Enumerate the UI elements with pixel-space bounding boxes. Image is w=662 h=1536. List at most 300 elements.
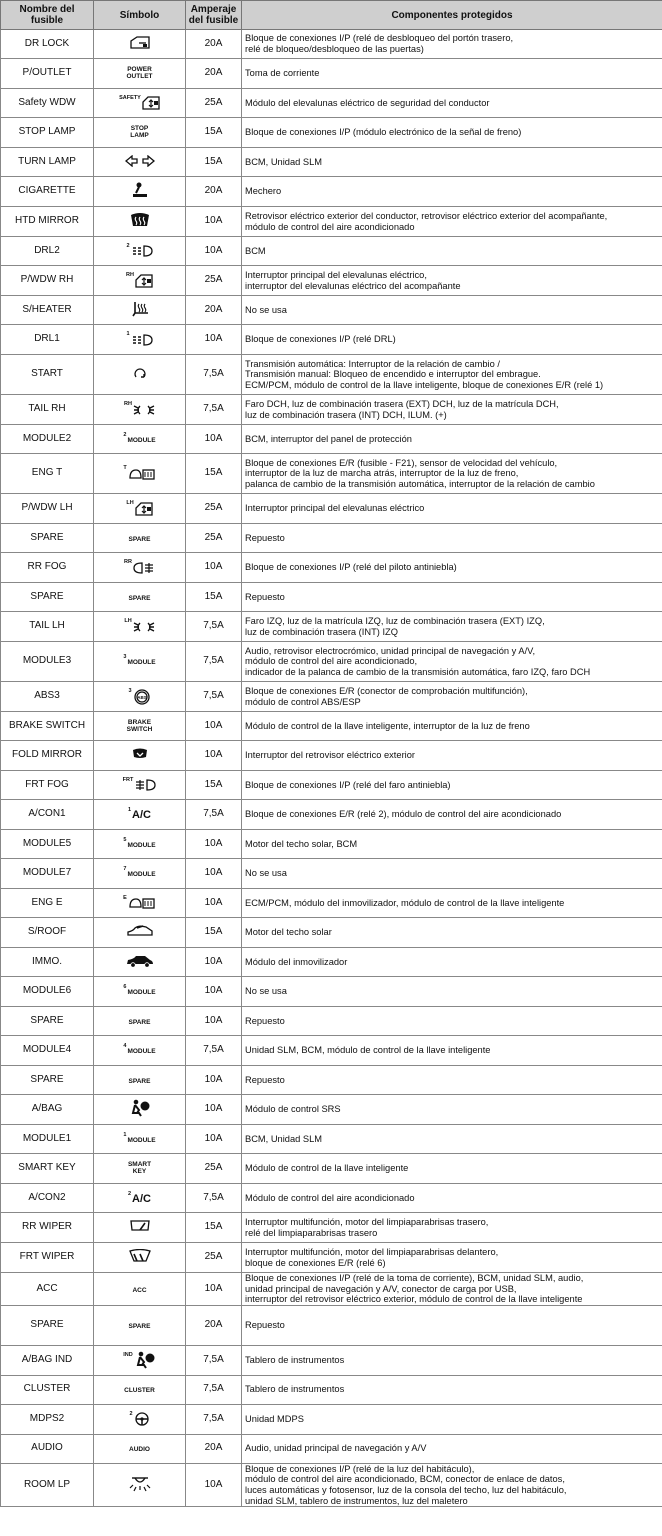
airbag-icon bbox=[129, 1099, 151, 1117]
symbol-label: STOP LAMP bbox=[130, 125, 149, 140]
fuse-name: MODULE1 bbox=[1, 1125, 94, 1154]
power-window-icon bbox=[135, 502, 153, 516]
fuse-symbol bbox=[94, 612, 186, 642]
fuse-amperage: 20A bbox=[186, 30, 242, 59]
fuse-components: No se usa bbox=[242, 859, 662, 889]
table-row bbox=[1, 741, 662, 771]
fuse-components: Interruptor multifunción, motor del limpiaparabrisas trasero, relé del limpiaparabrisas trasero bbox=[242, 1213, 662, 1243]
fuse-symbol bbox=[94, 583, 186, 612]
fuse-symbol bbox=[94, 1375, 186, 1404]
table-row bbox=[1, 1095, 662, 1125]
fuse-components: ECM/PCM, módulo del inmovilizador, módulo de control de la llave inteligente bbox=[242, 889, 662, 918]
table-row bbox=[1, 553, 662, 583]
fuse-amperage: 10A bbox=[186, 1273, 242, 1306]
fuse-components: Bloque de conexiones E/R (fusible - F21), sensor de velocidad del vehículo, interruptor de la luz de marcha atrás, interruptor de la luz de freno, palanca de cambio de la transmisión automática, interruptor de la relación de cambio bbox=[242, 454, 662, 494]
symbol-prefix: E bbox=[123, 894, 127, 901]
fuse-name: ENG T bbox=[1, 454, 94, 494]
fuse-components: Repuesto bbox=[242, 524, 662, 553]
fuse-name: DRL1 bbox=[1, 325, 94, 355]
fuse-amperage: 10A bbox=[186, 859, 242, 889]
fuse-components: Faro IZQ, luz de la matrícula IZQ, luz de combinación trasera (EXT) IZQ, luz de combinación trasera (INT) IZQ bbox=[242, 612, 662, 642]
fuse-symbol bbox=[94, 1007, 186, 1036]
symbol-prefix: RH bbox=[124, 401, 132, 408]
fuse-amperage: 25A bbox=[186, 1154, 242, 1184]
fuse-name: P/OUTLET bbox=[1, 59, 94, 89]
fuse-components: Repuesto bbox=[242, 1305, 662, 1345]
table-row bbox=[1, 612, 662, 642]
fuse-amperage: 25A bbox=[186, 524, 242, 553]
fuse-symbol bbox=[94, 1305, 186, 1345]
fuse-name: SPARE bbox=[1, 1066, 94, 1095]
fuse-components: Módulo del elevalunas eléctrico de seguridad del conductor bbox=[242, 89, 662, 118]
fuse-components: Tablero de instrumentos bbox=[242, 1375, 662, 1404]
fuse-components: BCM, Unidad SLM bbox=[242, 1125, 662, 1154]
fuse-amperage: 7,5A bbox=[186, 642, 242, 682]
fuse-components: Interruptor principal del elevalunas eléctrico bbox=[242, 494, 662, 524]
fuse-components: No se usa bbox=[242, 296, 662, 325]
fuse-components: Repuesto bbox=[242, 1007, 662, 1036]
fuse-name: S/ROOF bbox=[1, 918, 94, 948]
fuse-components: Audio, unidad principal de navegación y A/V bbox=[242, 1434, 662, 1463]
immobilizer-car-icon bbox=[126, 954, 154, 968]
fuse-symbol bbox=[94, 771, 186, 800]
fuse-amperage: 7,5A bbox=[186, 1345, 242, 1375]
fuse-components: BCM bbox=[242, 237, 662, 266]
room-lamp-icon bbox=[128, 1476, 152, 1492]
fuse-amperage: 20A bbox=[186, 1305, 242, 1345]
fuse-symbol bbox=[94, 712, 186, 741]
fuse-amperage: 10A bbox=[186, 207, 242, 237]
fuse-name: IMMO. bbox=[1, 948, 94, 977]
fuse-components: Bloque de conexiones E/R (conector de comprobación multifunción), módulo de control ABS/ESP bbox=[242, 682, 662, 712]
fuse-name: A/CON1 bbox=[1, 800, 94, 830]
fuse-components: Repuesto bbox=[242, 583, 662, 612]
fuse-symbol bbox=[94, 148, 186, 177]
front-wiper-icon bbox=[129, 1249, 151, 1263]
fuse-symbol bbox=[94, 682, 186, 712]
fuse-name: RR FOG bbox=[1, 553, 94, 583]
symbol-prefix: T bbox=[123, 465, 127, 472]
fuse-name: P/WDW RH bbox=[1, 266, 94, 296]
fuse-name: MODULE4 bbox=[1, 1036, 94, 1066]
fuse-amperage: 20A bbox=[186, 296, 242, 325]
fuse-name: CIGARETTE bbox=[1, 177, 94, 207]
module-label: MODULE bbox=[127, 1136, 156, 1144]
fuse-symbol bbox=[94, 524, 186, 553]
fuse-components: Bloque de conexiones I/P (relé del piloto antiniebla) bbox=[242, 553, 662, 583]
fuse-components: Motor del techo solar, BCM bbox=[242, 830, 662, 859]
fuse-symbol bbox=[94, 59, 186, 89]
fuse-components: Bloque de conexiones I/P (relé de desbloqueo del portón trasero, relé de bloqueo/desbloqueo de las puertas) bbox=[242, 30, 662, 59]
table-row bbox=[1, 266, 662, 296]
header-symbol: Símbolo bbox=[94, 1, 186, 30]
fuse-amperage: 10A bbox=[186, 1095, 242, 1125]
table-row bbox=[1, 1243, 662, 1273]
fuse-name: SPARE bbox=[1, 583, 94, 612]
fuse-name: MODULE2 bbox=[1, 425, 94, 454]
fuse-name: CLUSTER bbox=[1, 1375, 94, 1404]
fuse-amperage: 15A bbox=[186, 583, 242, 612]
symbol-label: SMART KEY bbox=[127, 1161, 152, 1176]
fuse-name: S/HEATER bbox=[1, 296, 94, 325]
fuse-components: Bloque de conexiones I/P (módulo electrónico de la señal de freno) bbox=[242, 118, 662, 148]
symbol-prefix: 3 bbox=[128, 688, 132, 695]
fuse-symbol bbox=[94, 30, 186, 59]
table-row bbox=[1, 1463, 662, 1506]
fuse-components: Motor del techo solar bbox=[242, 918, 662, 948]
fuse-name: START bbox=[1, 355, 94, 395]
fuse-amperage: 7,5A bbox=[186, 682, 242, 712]
table-row bbox=[1, 918, 662, 948]
fuse-components: No se usa bbox=[242, 977, 662, 1007]
table-row bbox=[1, 859, 662, 889]
turn-signal-icon bbox=[125, 155, 155, 167]
fuse-components: Interruptor multifunción, motor del limpiaparabrisas delantero, bloque de conexiones E/R (relé 6) bbox=[242, 1243, 662, 1273]
table-row bbox=[1, 642, 662, 682]
fuse-amperage: 7,5A bbox=[186, 800, 242, 830]
fuse-symbol bbox=[94, 1273, 186, 1306]
symbol-prefix: 1 bbox=[126, 331, 130, 338]
fuse-symbol bbox=[94, 889, 186, 918]
table-row bbox=[1, 1404, 662, 1434]
fuse-symbol bbox=[94, 1463, 186, 1506]
table-row bbox=[1, 30, 662, 59]
ac-label: A/C bbox=[132, 1192, 151, 1205]
fuse-name: ENG E bbox=[1, 889, 94, 918]
fuse-name: TURN LAMP bbox=[1, 148, 94, 177]
fuse-components: Bloque de conexiones I/P (relé del faro antiniebla) bbox=[242, 771, 662, 800]
fuse-name: SPARE bbox=[1, 1305, 94, 1345]
fuse-symbol bbox=[94, 207, 186, 237]
fuse-amperage: 10A bbox=[186, 712, 242, 741]
table-row bbox=[1, 1125, 662, 1154]
table-row bbox=[1, 1345, 662, 1375]
fuse-amperage: 15A bbox=[186, 148, 242, 177]
fuse-components: Tablero de instrumentos bbox=[242, 1345, 662, 1375]
fuse-components: Módulo de control del aire acondicionado bbox=[242, 1184, 662, 1213]
table-row bbox=[1, 207, 662, 237]
rear-fog-icon bbox=[133, 561, 155, 575]
symbol-prefix: LH bbox=[126, 500, 134, 507]
fuse-symbol bbox=[94, 454, 186, 494]
engine-icon bbox=[128, 467, 156, 481]
table-row bbox=[1, 948, 662, 977]
fuse-name: TAIL LH bbox=[1, 612, 94, 642]
table-row bbox=[1, 494, 662, 524]
table-header-row bbox=[1, 1, 662, 30]
tail-lamp-icon bbox=[133, 620, 155, 634]
table-row bbox=[1, 118, 662, 148]
table-row bbox=[1, 682, 662, 712]
fuse-components: Bloque de conexiones I/P (relé DRL) bbox=[242, 325, 662, 355]
sunroof-icon bbox=[127, 924, 153, 938]
power-window-icon bbox=[135, 274, 153, 288]
fuse-name: HTD MIRROR bbox=[1, 207, 94, 237]
symbol-label: SPARE bbox=[128, 1018, 151, 1026]
fuse-amperage: 7,5A bbox=[186, 395, 242, 425]
cigarette-lighter-icon bbox=[131, 181, 149, 199]
fuse-name: DR LOCK bbox=[1, 30, 94, 59]
module-label: MODULE bbox=[127, 436, 156, 444]
fuse-name: MODULE7 bbox=[1, 859, 94, 889]
table-row bbox=[1, 1273, 662, 1306]
fuse-symbol bbox=[94, 1434, 186, 1463]
fuse-amperage: 20A bbox=[186, 59, 242, 89]
fuse-amperage: 15A bbox=[186, 918, 242, 948]
fuse-components: Interruptor del retrovisor eléctrico exterior bbox=[242, 741, 662, 771]
fuse-components: Retrovisor eléctrico exterior del conductor, retrovisor eléctrico exterior del acompañante, módulo de control del aire acondicionado bbox=[242, 207, 662, 237]
fuse-amperage: 10A bbox=[186, 325, 242, 355]
fuse-components: Unidad SLM, BCM, módulo de control de la llave inteligente bbox=[242, 1036, 662, 1066]
fuse-name: SPARE bbox=[1, 524, 94, 553]
fuse-components: Módulo del inmovilizador bbox=[242, 948, 662, 977]
table-row bbox=[1, 1213, 662, 1243]
fuse-components: Audio, retrovisor electrocrómico, unidad principal de navegación y A/V, módulo de control del aire acondicionado, indicador de la palanca de cambio de la transmisión automática, faro IZQ, faro DCH bbox=[242, 642, 662, 682]
fuse-amperage: 7,5A bbox=[186, 1184, 242, 1213]
front-fog-icon bbox=[134, 778, 156, 792]
symbol-prefix: 2 bbox=[126, 242, 130, 249]
fold-mirror-icon bbox=[131, 747, 149, 761]
engine-icon bbox=[128, 896, 156, 910]
symbol-label: SPARE bbox=[128, 1077, 151, 1085]
fuse-components: Bloque de conexiones I/P (relé de la luz del habitáculo), módulo de control del aire acondicionado, BCM, conector de enlace de datos, luces automáticas y fotosensor, luz de la consola del techo, luz del habitáculo, unidad SLM, tablero de instrumentos, luz del maletero bbox=[242, 1463, 662, 1506]
module-label: MODULE bbox=[127, 871, 156, 878]
symbol-prefix: RH bbox=[126, 272, 134, 279]
table-row bbox=[1, 524, 662, 553]
abs-icon bbox=[133, 688, 151, 706]
fuse-amperage: 7,5A bbox=[186, 1404, 242, 1434]
fuse-symbol bbox=[94, 1095, 186, 1125]
fuse-symbol bbox=[94, 266, 186, 296]
fuse-symbol bbox=[94, 948, 186, 977]
symbol-label: SPARE bbox=[128, 1322, 151, 1330]
table-row bbox=[1, 355, 662, 395]
header-components: Componentes protegidos bbox=[242, 1, 662, 30]
table-row bbox=[1, 1184, 662, 1213]
mdps-icon bbox=[134, 1411, 150, 1427]
fuse-name: AUDIO bbox=[1, 1434, 94, 1463]
airbag-icon bbox=[134, 1351, 156, 1369]
fuse-name: STOP LAMP bbox=[1, 118, 94, 148]
fuse-symbol bbox=[94, 1345, 186, 1375]
symbol-label: BRAKE SWITCH bbox=[126, 718, 153, 733]
fuse-name: ABS3 bbox=[1, 682, 94, 712]
power-window-icon bbox=[142, 96, 160, 110]
module-label: MODULE bbox=[127, 1048, 156, 1055]
symbol-label: CLUSTER bbox=[124, 1387, 155, 1395]
fuse-name: SPARE bbox=[1, 1007, 94, 1036]
fuse-symbol bbox=[94, 1184, 186, 1213]
fuse-amperage: 10A bbox=[186, 889, 242, 918]
table-row bbox=[1, 1434, 662, 1463]
table-row bbox=[1, 1375, 662, 1404]
fuse-amperage: 10A bbox=[186, 1007, 242, 1036]
fuse-components: Bloque de conexiones I/P (relé de la toma de corriente), BCM, unidad SLM, audio, unidad principal de navegación y A/V, conector de carga por USB, interruptor del retrovisor eléctrico exterior, módulo de control de la llave inteligente bbox=[242, 1273, 662, 1306]
fuse-symbol bbox=[94, 642, 186, 682]
fuse-symbol bbox=[94, 1404, 186, 1434]
fuse-amperage: 7,5A bbox=[186, 1036, 242, 1066]
symbol-prefix: RR bbox=[124, 559, 132, 566]
fuse-name: ACC bbox=[1, 1273, 94, 1306]
table-row bbox=[1, 977, 662, 1007]
fuse-name: TAIL RH bbox=[1, 395, 94, 425]
fuse-symbol bbox=[94, 1213, 186, 1243]
tail-lamp-icon bbox=[133, 403, 155, 417]
fuse-amperage: 10A bbox=[186, 553, 242, 583]
fuse-symbol bbox=[94, 325, 186, 355]
module-label: MODULE bbox=[127, 989, 156, 996]
fuse-name: FRT FOG bbox=[1, 771, 94, 800]
fuse-symbol bbox=[94, 118, 186, 148]
fuse-components: Repuesto bbox=[242, 1066, 662, 1095]
fuse-symbol bbox=[94, 1125, 186, 1154]
fuse-name: MODULE3 bbox=[1, 642, 94, 682]
fuse-components: Bloque de conexiones E/R (relé 2), módulo de control del aire acondicionado bbox=[242, 800, 662, 830]
svg-text:ABS: ABS bbox=[136, 694, 147, 700]
fuse-amperage: 10A bbox=[186, 741, 242, 771]
header-fuse-name: Nombre del fusible bbox=[1, 1, 94, 30]
symbol-number: 1 bbox=[123, 1131, 127, 1138]
table-row bbox=[1, 59, 662, 89]
table-row bbox=[1, 148, 662, 177]
fuse-symbol bbox=[94, 296, 186, 325]
fuse-name: Safety WDW bbox=[1, 89, 94, 118]
fuse-symbol bbox=[94, 237, 186, 266]
fuse-amperage: 15A bbox=[186, 771, 242, 800]
fuse-components: Interruptor principal del elevalunas eléctrico, interruptor del elevalunas eléctrico del acompañante bbox=[242, 266, 662, 296]
fuse-name: MODULE6 bbox=[1, 977, 94, 1007]
fuse-amperage: 10A bbox=[186, 977, 242, 1007]
fuse-name: MODULE5 bbox=[1, 830, 94, 859]
rear-wiper-icon bbox=[129, 1219, 151, 1233]
fuse-symbol bbox=[94, 1066, 186, 1095]
start-icon bbox=[133, 366, 147, 380]
fuse-symbol bbox=[94, 859, 186, 889]
table-row bbox=[1, 454, 662, 494]
symbol-number: 4 bbox=[123, 1043, 127, 1050]
fuse-components: BCM, interruptor del panel de protección bbox=[242, 425, 662, 454]
table-row bbox=[1, 1066, 662, 1095]
symbol-number: 1 bbox=[127, 807, 132, 814]
table-row bbox=[1, 425, 662, 454]
fuse-components: Módulo de control de la llave inteligente, interruptor de la luz de freno bbox=[242, 712, 662, 741]
table-row bbox=[1, 395, 662, 425]
fuse-symbol bbox=[94, 1036, 186, 1066]
module-label: MODULE bbox=[127, 841, 156, 849]
fuse-symbol bbox=[94, 355, 186, 395]
table-row bbox=[1, 325, 662, 355]
fuse-amperage: 7,5A bbox=[186, 1375, 242, 1404]
symbol-prefix: LH bbox=[124, 618, 132, 625]
fuse-name: FOLD MIRROR bbox=[1, 741, 94, 771]
fuse-amperage: 10A bbox=[186, 830, 242, 859]
fuse-name: MDPS2 bbox=[1, 1404, 94, 1434]
door-lock-icon bbox=[129, 36, 151, 50]
symbol-prefix: 2 bbox=[129, 1410, 133, 1417]
fuse-symbol bbox=[94, 89, 186, 118]
symbol-label: ACC bbox=[132, 1286, 147, 1294]
table-row bbox=[1, 1305, 662, 1345]
fuse-symbol bbox=[94, 830, 186, 859]
table-row bbox=[1, 889, 662, 918]
fuse-symbol bbox=[94, 395, 186, 425]
heated-mirror-icon bbox=[129, 212, 151, 228]
symbol-label: SPARE bbox=[128, 594, 151, 602]
fuse-name: FRT WIPER bbox=[1, 1243, 94, 1273]
ac-label: A/C bbox=[132, 809, 151, 821]
fuse-symbol bbox=[94, 553, 186, 583]
fuse-name: SMART KEY bbox=[1, 1154, 94, 1184]
fuse-name: ROOM LP bbox=[1, 1463, 94, 1506]
fuse-symbol bbox=[94, 177, 186, 207]
table-row bbox=[1, 1036, 662, 1066]
fuse-symbol bbox=[94, 741, 186, 771]
fuse-components: Módulo de control SRS bbox=[242, 1095, 662, 1125]
table-row bbox=[1, 800, 662, 830]
fuse-amperage: 10A bbox=[186, 948, 242, 977]
table-row bbox=[1, 1154, 662, 1184]
table-row bbox=[1, 177, 662, 207]
fuse-amperage: 10A bbox=[186, 237, 242, 266]
fuse-name: A/BAG bbox=[1, 1095, 94, 1125]
symbol-prefix: FRT bbox=[122, 776, 134, 783]
fuse-amperage: 15A bbox=[186, 118, 242, 148]
fuse-amperage: 25A bbox=[186, 89, 242, 118]
fuse-amperage: 7,5A bbox=[186, 355, 242, 395]
drl-icon bbox=[131, 333, 153, 347]
fuse-symbol bbox=[94, 977, 186, 1007]
seat-heater-icon bbox=[130, 300, 150, 318]
fuse-symbol bbox=[94, 800, 186, 830]
fuse-symbol bbox=[94, 1243, 186, 1273]
fuse-name: A/CON2 bbox=[1, 1184, 94, 1213]
fuse-components: Faro DCH, luz de combinación trasera (EXT) DCH, luz de la matrícula DCH, luz de combinación trasera (INT) DCH, ILUM. (+) bbox=[242, 395, 662, 425]
symbol-number: 3 bbox=[123, 654, 127, 661]
fuse-amperage: 25A bbox=[186, 494, 242, 524]
fuse-symbol bbox=[94, 918, 186, 948]
symbol-label: POWER OUTLET bbox=[126, 66, 153, 81]
fuse-amperage: 15A bbox=[186, 454, 242, 494]
fuse-symbol bbox=[94, 1154, 186, 1184]
fuse-table-body bbox=[1, 30, 662, 1507]
table-row bbox=[1, 237, 662, 266]
symbol-prefix: IND bbox=[123, 1351, 133, 1358]
drl-icon bbox=[131, 244, 153, 258]
fuse-name: DRL2 bbox=[1, 237, 94, 266]
table-row bbox=[1, 583, 662, 612]
fuse-components: BCM, Unidad SLM bbox=[242, 148, 662, 177]
table-row bbox=[1, 89, 662, 118]
table-row bbox=[1, 830, 662, 859]
header-amperage: Amperaje del fusible bbox=[186, 1, 242, 30]
symbol-number: 7 bbox=[123, 866, 127, 873]
symbol-label: AUDIO bbox=[129, 1446, 150, 1454]
table-row bbox=[1, 712, 662, 741]
fuse-name: A/BAG IND bbox=[1, 1345, 94, 1375]
fuse-components: Unidad MDPS bbox=[242, 1404, 662, 1434]
symbol-number: 6 bbox=[123, 984, 127, 991]
table-row bbox=[1, 771, 662, 800]
symbol-label: SPARE bbox=[128, 535, 151, 543]
module-label: MODULE bbox=[127, 659, 156, 666]
fuse-components: Módulo de control de la llave inteligente bbox=[242, 1154, 662, 1184]
fuse-amperage: 25A bbox=[186, 1243, 242, 1273]
fuse-amperage: 7,5A bbox=[186, 612, 242, 642]
fuse-components: Mechero bbox=[242, 177, 662, 207]
fuse-symbol bbox=[94, 494, 186, 524]
table-row bbox=[1, 1007, 662, 1036]
fuse-name: BRAKE SWITCH bbox=[1, 712, 94, 741]
